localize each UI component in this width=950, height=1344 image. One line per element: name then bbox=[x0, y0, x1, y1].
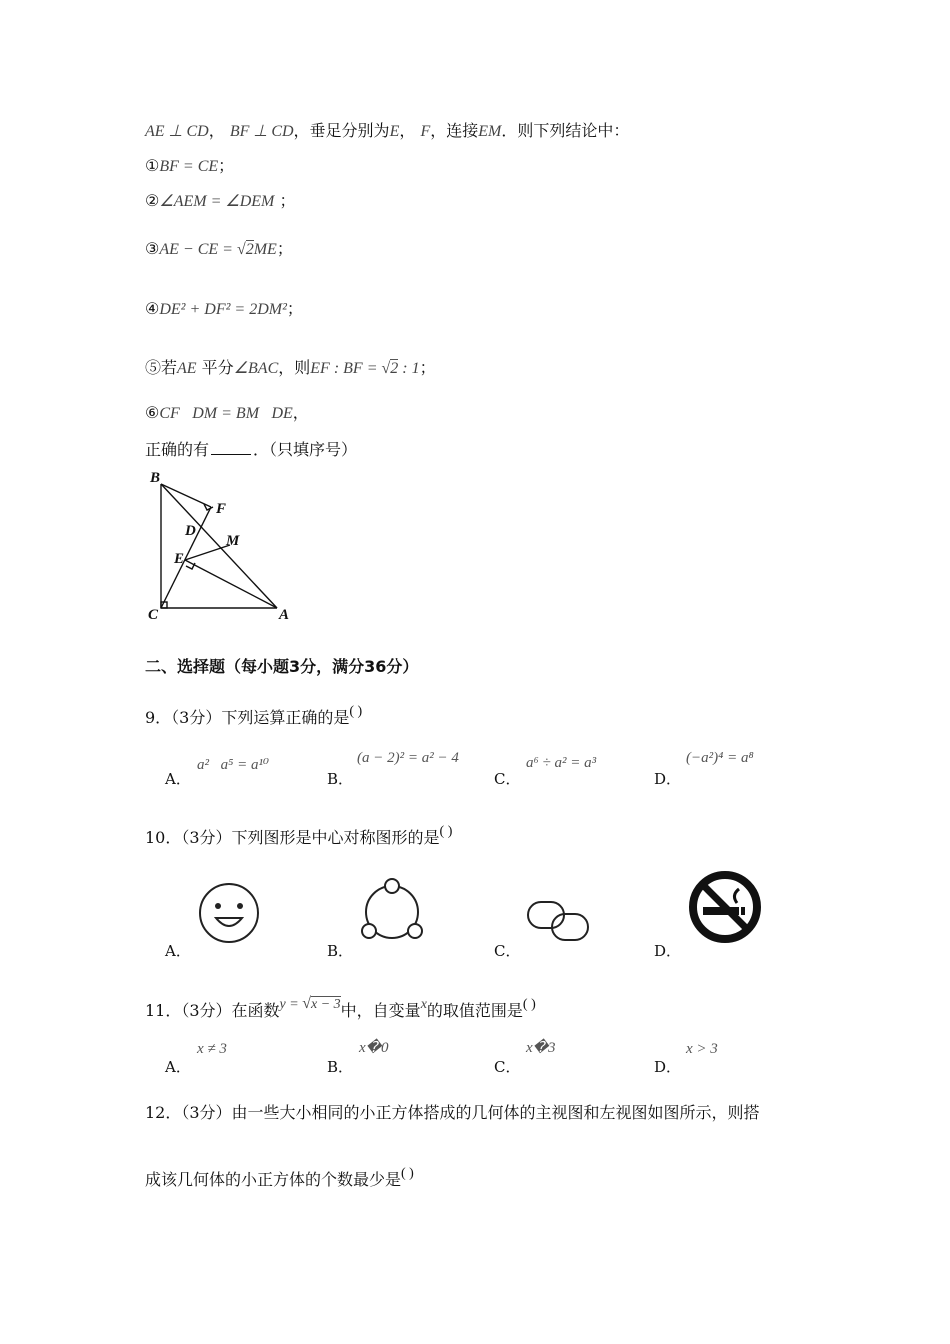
sqrt-icon: √ bbox=[236, 241, 246, 258]
label-E: E bbox=[174, 551, 185, 567]
label-M: M bbox=[226, 533, 240, 549]
interlocked-links-icon bbox=[524, 896, 592, 946]
answer-prompt: 正确的有 ．（只填序号） bbox=[145, 440, 358, 459]
section-title: 二、选择题（每小题3分，满分36分） bbox=[145, 657, 419, 676]
sqrt-icon: √ bbox=[381, 360, 391, 377]
q9-stem: 9．（3分）下列运算正确的是( ) bbox=[145, 704, 363, 727]
geometry-figure bbox=[140, 462, 300, 624]
q12-stem-line2: 成该几何体的小正方体的个数最少是( ) bbox=[145, 1166, 414, 1189]
label-F: F bbox=[216, 501, 227, 517]
conclusion-2: ②∠AEM = ∠DEM ； bbox=[145, 191, 296, 210]
conclusion-5: ⑤若AE 平分∠BAC，则EF : BF = √2 : 1； bbox=[145, 358, 436, 377]
three-circles-ring-icon bbox=[356, 876, 428, 946]
answer-blank[interactable] bbox=[211, 454, 251, 455]
label-D: D bbox=[185, 523, 196, 539]
sqrt-icon: √ bbox=[302, 995, 311, 1012]
no-smoking-icon bbox=[687, 869, 763, 945]
math-ae-perp-cd: AE ⊥ CD bbox=[145, 123, 209, 140]
q10-stem: 10．（3分）下列图形是中心对称图形的是( ) bbox=[145, 824, 453, 847]
q11-stem: 11．（3分）在函数y = √x − 3中，自变量x的取值范围是( ) bbox=[145, 995, 536, 1020]
math-bf-perp-cd: BF ⊥ CD bbox=[229, 123, 294, 140]
label-C: C bbox=[148, 607, 159, 623]
conclusion-4: ④DE² + DF² = 2DM²； bbox=[145, 299, 303, 318]
label-B: B bbox=[150, 470, 161, 486]
label-A: A bbox=[279, 607, 290, 623]
conclusion-3: ③AE − CE = √2ME； bbox=[145, 239, 293, 258]
problem8-intro: AE ⊥ CD， BF ⊥ CD，垂足分别为E， F，连接EM．则下列结论中： bbox=[145, 121, 630, 140]
conclusion-1: ①BF = CE； bbox=[145, 156, 235, 175]
q12-stem-line1: 12．（3分）由一些大小相同的小正方体搭成的几何体的主视图和左视图如图所示，则搭 bbox=[145, 1103, 760, 1122]
conclusion-6: ⑥CF⃞DM = BM⃞DE， bbox=[145, 403, 309, 422]
smiley-face-icon bbox=[196, 880, 262, 946]
